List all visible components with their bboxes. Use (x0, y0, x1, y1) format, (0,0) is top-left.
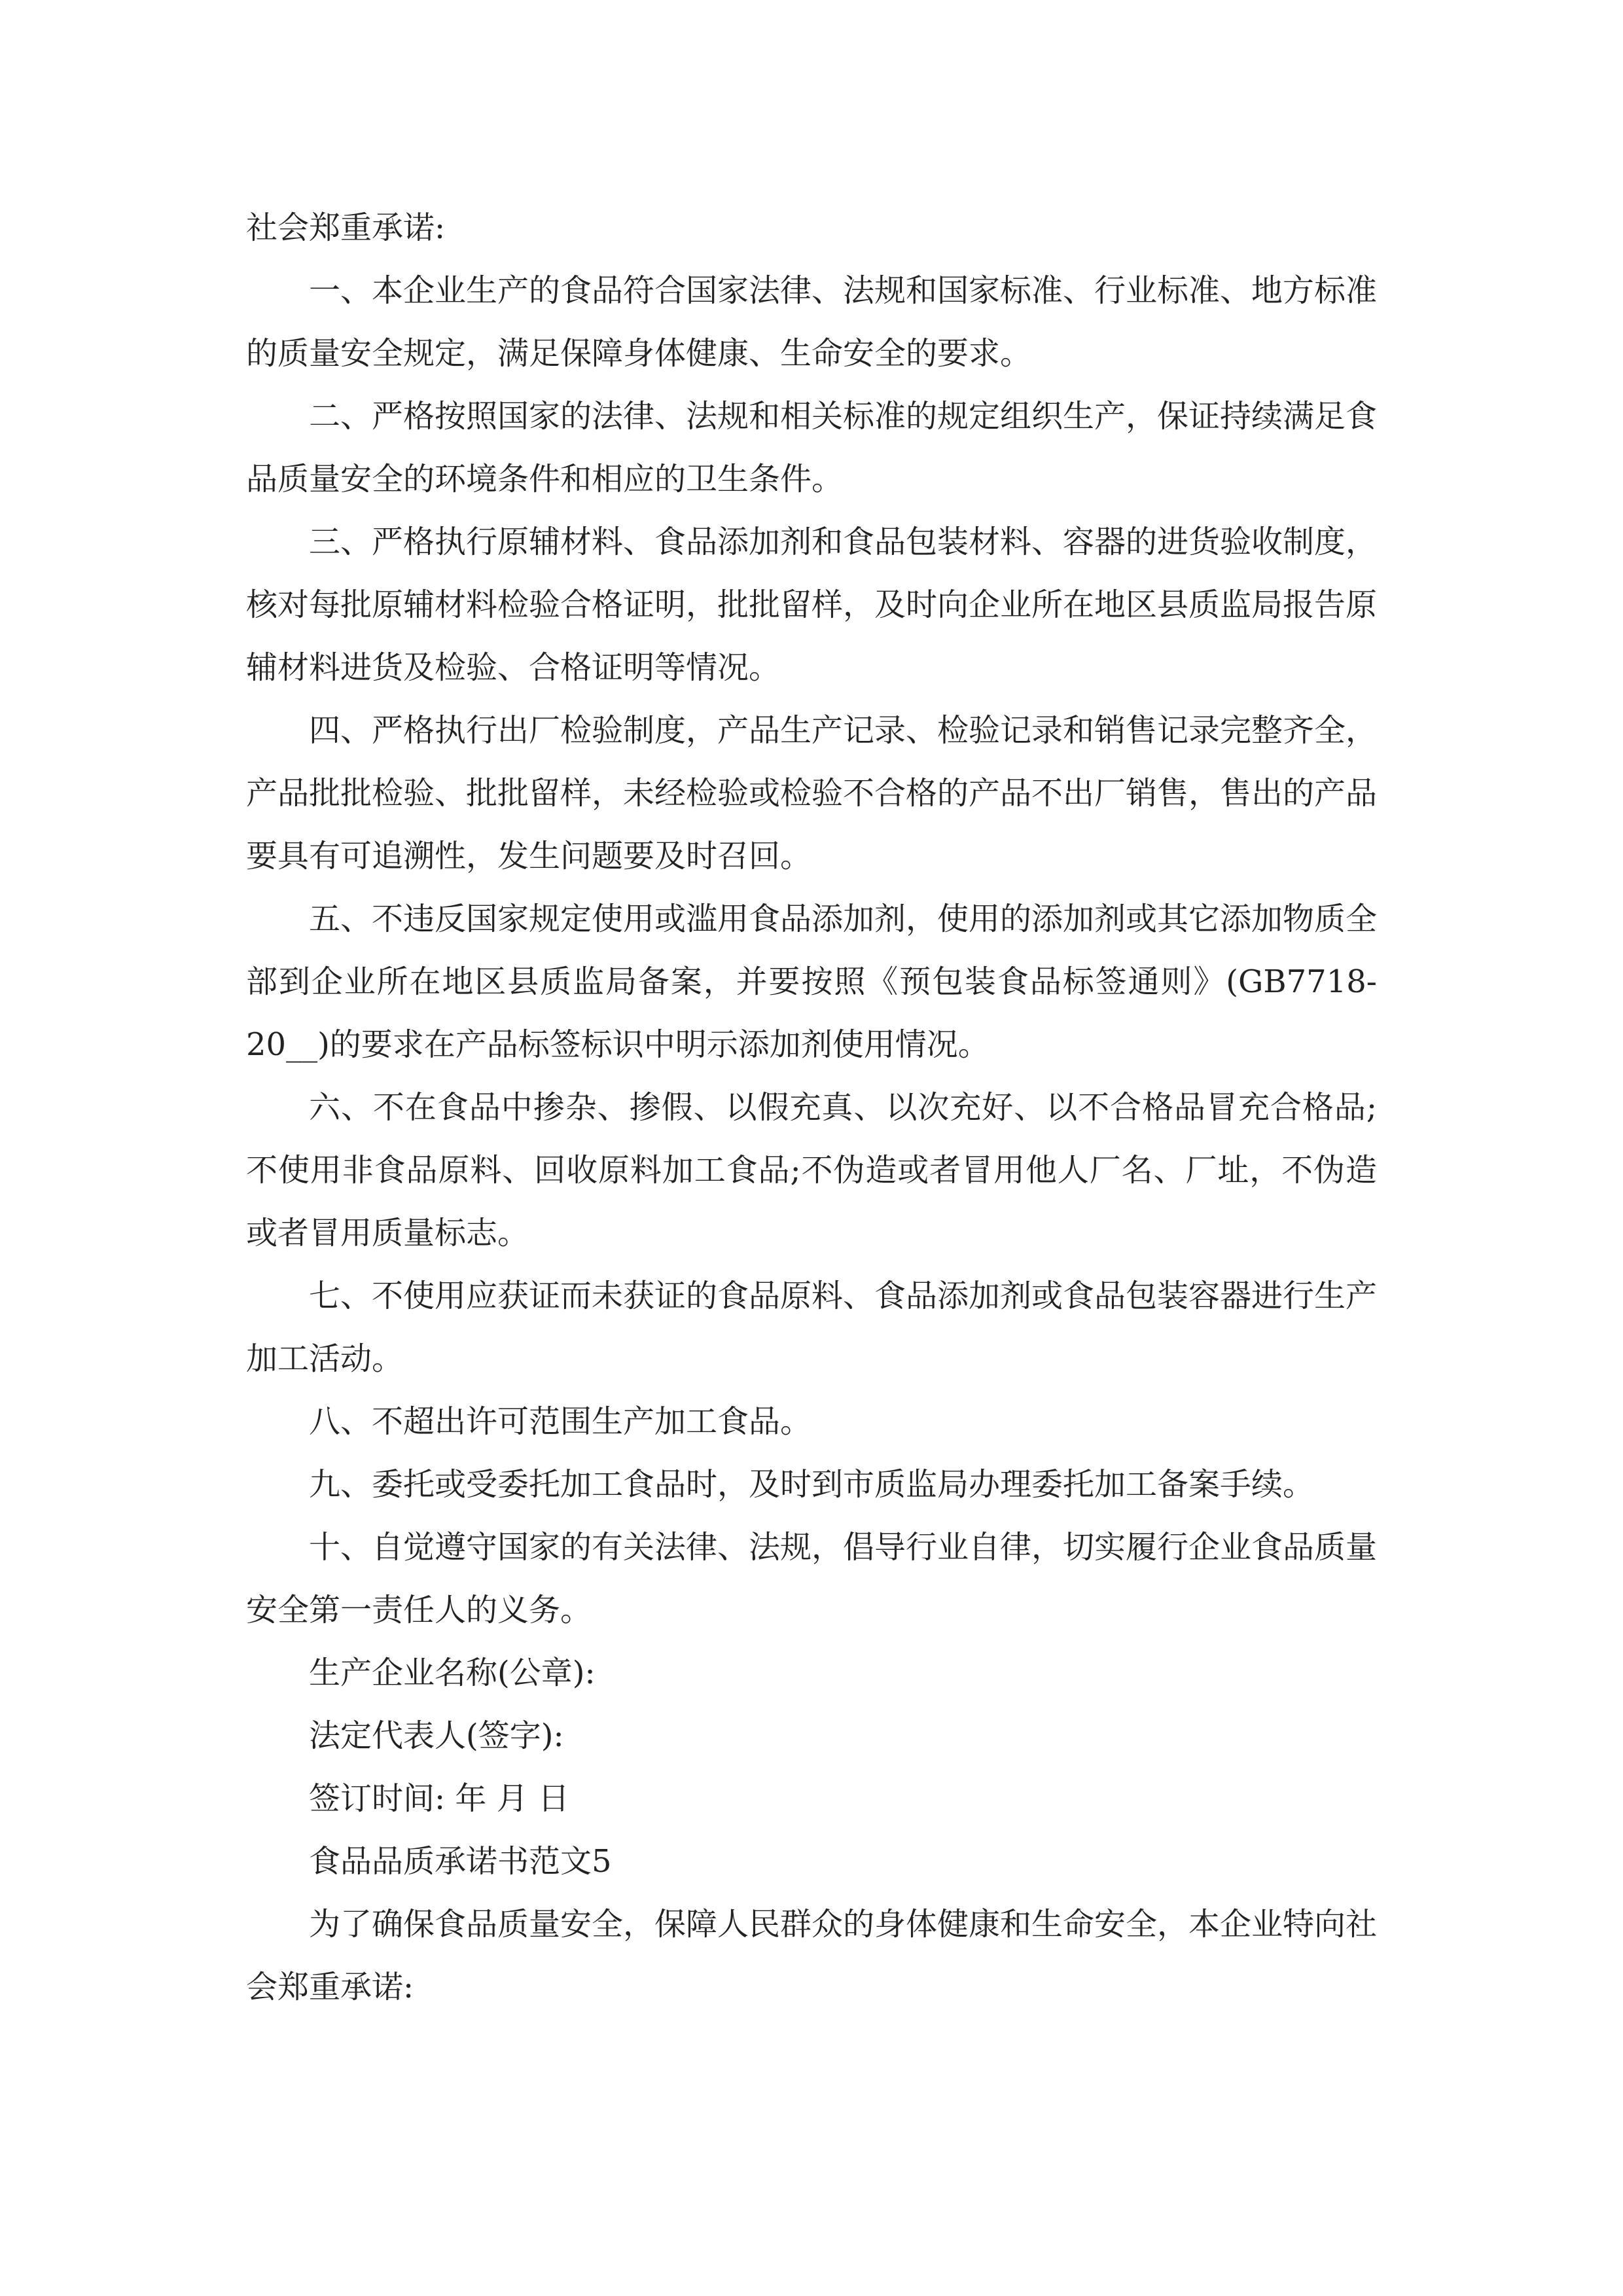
legal-representative-line: 法定代表人(签字): (309, 1717, 564, 1754)
paragraph-item-6: 六、不在食品中掺杂、掺假、以假充真、以次充好、以不合格品冒充合格品;不使用非食品原料、回收原料加工食品;不伪造或者冒用他人厂名、厂址，不伪造或者冒用质量标志。 (246, 1089, 1377, 1251)
document-body (246, 196, 1377, 2018)
paragraph-item-8: 八、不超出许可范围生产加工食品。 (309, 1403, 812, 1440)
paragraph-item-9: 九、委托或受委托加工食品时，及时到市质监局办理委托加工备案手续。 (309, 1466, 1315, 1503)
paragraph-item-2: 二、严格按照国家的法律、法规和相关标准的规定组织生产，保证持续满足食品质量安全的环境条件和相应的卫生条件。 (246, 398, 1378, 497)
paragraph-next-intro: 为了确保食品质量安全，保障人民群众的身体健康和生命安全，本企业特向社会郑重承诺: (246, 1906, 1378, 2005)
company-name-line: 生产企业名称(公章): (309, 1655, 596, 1691)
paragraph-item-7: 七、不使用应获证而未获证的食品原料、食品添加剂或食品包装容器进行生产加工活动。 (246, 1278, 1378, 1377)
paragraph-intro: 社会郑重承诺: (246, 209, 446, 246)
paragraph-item-10: 十、自觉遵守国家的有关法律、法规，倡导行业自律，切实履行企业食品质量安全第一责任人的义务。 (246, 1529, 1378, 1628)
paragraph-item-4: 四、严格执行出厂检验制度，产品生产记录、检验记录和销售记录完整齐全，产品批批检验、批批留样，未经检验或检验不合格的产品不出厂销售，售出的产品要具有可追溯性，发生问题要及时召回。 (246, 712, 1378, 874)
paragraph-item-1: 一、本企业生产的食品符合国家法律、法规和国家标准、行业标准、地方标准的质量安全规定，满足保障身体健康、生命安全的要求。 (246, 272, 1378, 372)
signing-date-line: 签订时间: 年 月 日 (309, 1780, 569, 1817)
section-heading: 食品品质承诺书范文5 (309, 1843, 612, 1880)
paragraph-item-5: 五、不违反国家规定使用或滥用食品添加剂，使用的添加剂或其它添加物质全部到企业所在地区县质监局备案，并要按照《预包装食品标签通则》(GB7718-20__)的要求在产品标签标识中明示添加剂使用情况。 (246, 901, 1378, 1063)
paragraph-item-3: 三、严格执行原辅材料、食品添加剂和食品包装材料、容器的进货验收制度，核对每批原辅材料检验合格证明，批批留样，及时向企业所在地区县质监局报告原辅材料进货及检验、合格证明等情况。 (246, 524, 1378, 686)
